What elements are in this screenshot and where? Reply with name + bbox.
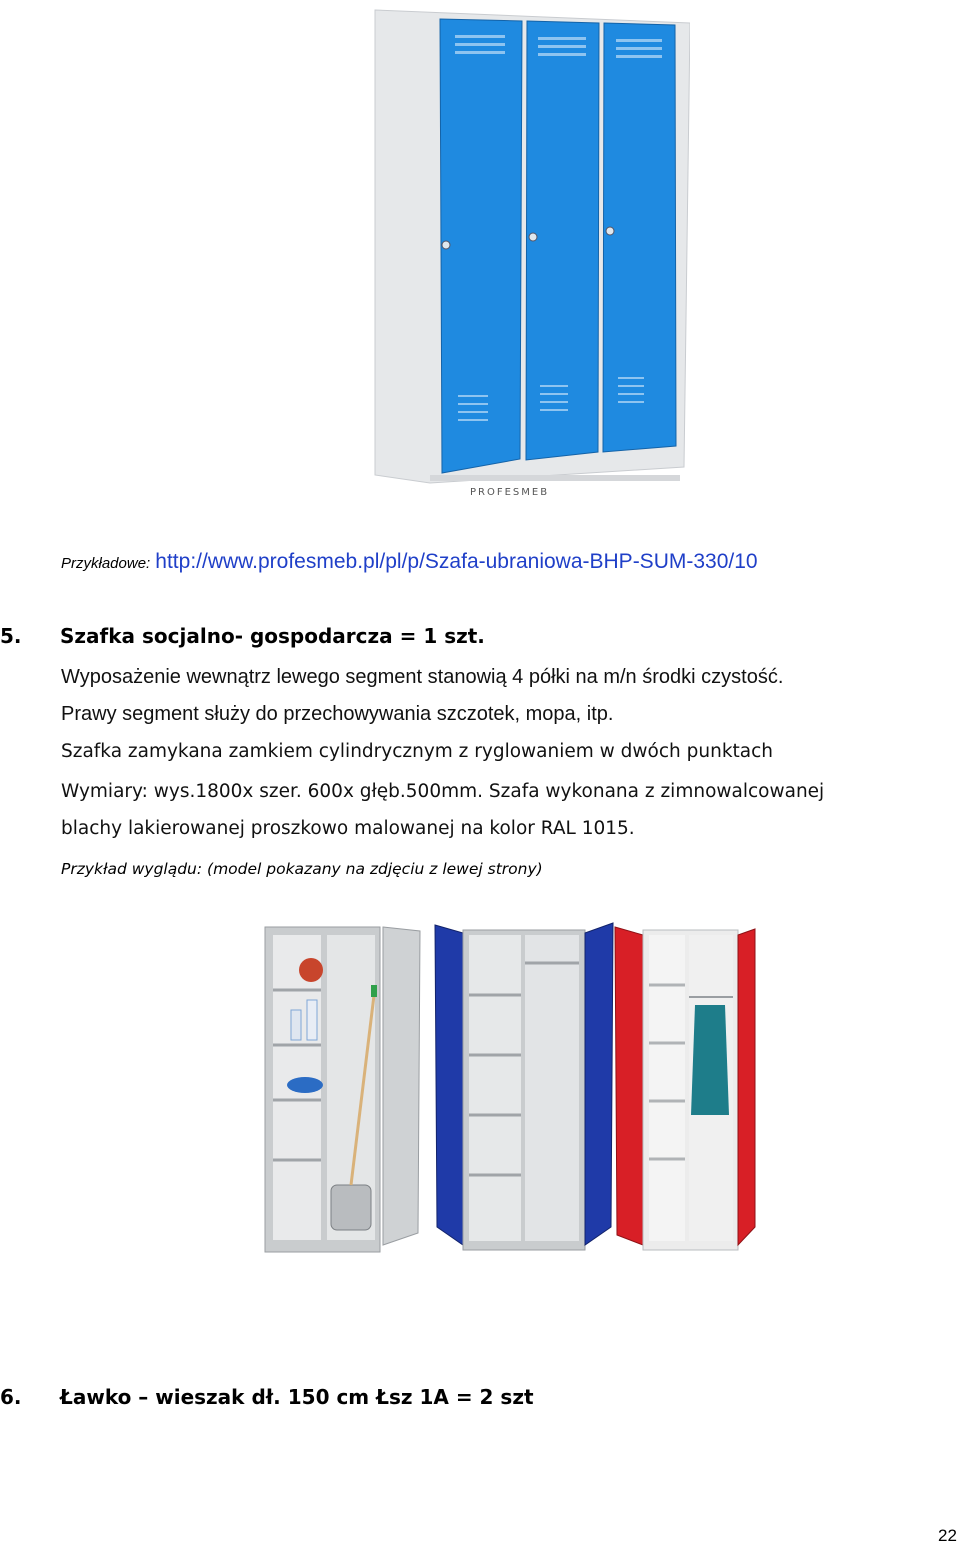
section-5-title: Szafka socjalno- gospodarcza = 1 szt.: [60, 624, 485, 648]
section-5-line-4: Wymiary: wys.1800x szer. 600x głęb.500mm. Szafa wykonana z zimnowalcowanej: [61, 781, 825, 802]
section-6-heading: [0, 1385, 960, 1411]
section-5-line-2: Prawy segment służy do przechowywania szczotek, mopa, itp.: [61, 703, 614, 725]
example-line: [61, 550, 758, 574]
section-5-line-5: blachy lakierowanej proszkowo malowanej na kolor RAL 1015.: [61, 818, 635, 839]
cabinets-photo: [255, 915, 765, 1260]
section-5-caption: Przykład wyglądu: (model pokazany na zdjęciu z lewej strony): [61, 860, 543, 878]
section-5-number: 5.: [0, 624, 22, 648]
example-prefix: Przykładowe:: [61, 555, 151, 572]
cabinet-grey: [265, 927, 420, 1252]
locker-photo: [370, 5, 690, 505]
locker-door-3: [603, 23, 676, 452]
cabinet-red: [615, 927, 755, 1250]
section-6-number: 6.: [0, 1385, 22, 1409]
page-number: 22: [938, 1526, 957, 1545]
cabinet-blue: [435, 923, 613, 1250]
example-url-link[interactable]: http://www.profesmeb.pl/pl/p/Szafa-ubraniowa-BHP-SUM-330/10: [155, 550, 758, 573]
section-5-line-3: Szafka zamykana zamkiem cylindrycznym z ryglowaniem w dwóch punktach: [61, 741, 774, 762]
cabinets-illustration: [255, 915, 765, 1260]
section-5-line-1: Wyposażenie wewnątrz lewego segment stanowią 4 półki na m/n środki czystość.: [61, 666, 784, 688]
section-5-heading: [0, 624, 960, 650]
locker-illustration: [370, 5, 690, 505]
section-6-title: Ławko – wieszak dł. 150 cm Łsz 1A = 2 szt: [60, 1385, 534, 1409]
watermark: PROFESMEB: [470, 487, 550, 498]
